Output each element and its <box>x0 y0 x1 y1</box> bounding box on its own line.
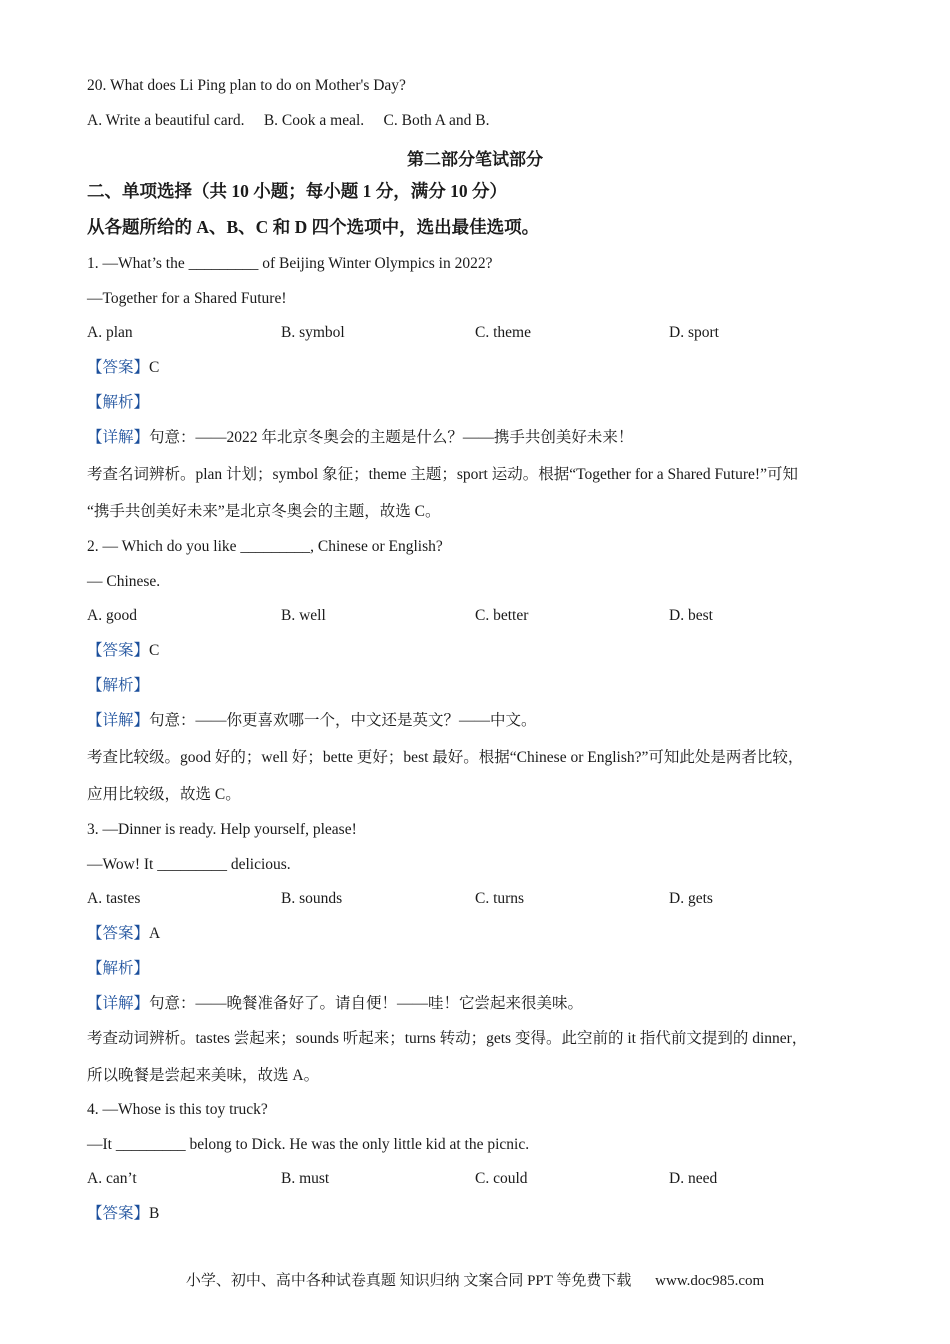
option-b: B. must <box>281 1170 330 1187</box>
instruction: 从各题所给的 A、B、C 和 D 四个选项中，选出最佳选项。 <box>87 217 540 237</box>
option-d: D. need <box>669 1170 718 1187</box>
answer-value: C <box>149 642 160 659</box>
option-b: B. symbol <box>281 324 345 341</box>
detail-line <box>87 994 583 1014</box>
analysis-line <box>87 959 149 979</box>
explanation-text: 应用比较级，故选 C。 <box>87 786 241 803</box>
detail-line <box>87 711 537 731</box>
question-reply: —Together for a Shared Future! <box>87 290 287 307</box>
footer-site-link[interactable]: www.doc985.com <box>655 1273 765 1289</box>
option-c: C. could <box>475 1170 528 1187</box>
answer-value: C <box>149 359 160 376</box>
option-d: D. gets <box>669 890 713 907</box>
page-footer <box>0 1269 950 1290</box>
option-b: B. sounds <box>281 890 343 907</box>
option-a: A. tastes <box>87 890 141 907</box>
question-stem: 3. —Dinner is ready. Help yourself, please! <box>87 821 357 838</box>
answer-line <box>87 641 159 661</box>
answer-label: 【答案】 <box>87 642 150 659</box>
question-20-stem: 20. What does Li Ping plan to do on Mother's Day? <box>87 77 406 94</box>
footer-slogan: 小学、初中、高中各种试卷真题 知识归纳 文案合同 PPT 等免费下载 <box>185 1273 632 1289</box>
question-20-options: A. Write a beautiful card. B. Cook a meal. C. Both A and B. <box>87 112 490 129</box>
question-stem: 1. —What’s the _________ of Beijing Winter Olympics in 2022? <box>87 255 493 272</box>
detail-text: 句意：——2022 年北京冬奥会的主题是什么？——携手共创美好未来！ <box>149 429 634 446</box>
question-stem: 4. —Whose is this toy truck? <box>87 1101 268 1118</box>
analysis-label: 【解析】 <box>87 394 150 411</box>
explanation-text: 所以晚餐是尝起来美味，故选 A。 <box>87 1067 320 1084</box>
question-stem: 2. — Which do you like _________, Chinese or English? <box>87 538 443 555</box>
option-a: A. plan <box>87 324 133 341</box>
option-c: C. turns <box>475 890 525 907</box>
option-c: C. theme <box>475 324 531 341</box>
option-d: D. best <box>669 607 713 624</box>
detail-line <box>87 428 633 448</box>
answer-label: 【答案】 <box>87 1205 150 1222</box>
answer-value: A <box>149 925 161 942</box>
explanation-text: “携手共创美好未来”是北京冬奥会的主题，故选 C。 <box>87 503 441 520</box>
option-c: C. better <box>475 607 529 624</box>
section-title: 二、单项选择（共 10 小题；每小题 1 分，满分 10 分） <box>87 181 507 201</box>
option-a: A. can’t <box>87 1170 137 1187</box>
answer-value: B <box>149 1205 160 1222</box>
question-reply: — Chinese. <box>87 573 161 590</box>
answer-label: 【答案】 <box>87 359 150 376</box>
analysis-line <box>87 393 149 413</box>
analysis-label: 【解析】 <box>87 960 150 977</box>
analysis-label: 【解析】 <box>87 677 150 694</box>
detail-label: 【详解】 <box>87 429 150 446</box>
detail-text: 句意：——晚餐准备好了。请自便！——哇！它尝起来很美味。 <box>149 995 584 1012</box>
option-a: A. good <box>87 607 137 624</box>
option-d: D. sport <box>669 324 719 341</box>
detail-label: 【详解】 <box>87 995 150 1012</box>
analysis-line <box>87 676 149 696</box>
explanation-text: 考查名词辨析。plan 计划；symbol 象征；theme 主题；sport 运动。根据“Together for a Shared Future!”可知 <box>87 466 798 483</box>
answer-line <box>87 924 160 944</box>
detail-label: 【详解】 <box>87 712 150 729</box>
answer-label: 【答案】 <box>87 925 150 942</box>
question-reply: —It _________ belong to Dick. He was the only little kid at the picnic. <box>87 1136 530 1153</box>
explanation-text: 考查动词辨析。tastes 尝起来；sounds 听起来；turns 转动；gets 变得。此空前的 it 指代前文提到的 dinner， <box>87 1030 808 1047</box>
answer-line <box>87 1204 159 1224</box>
question-reply: —Wow! It _________ delicious. <box>87 856 291 873</box>
explanation-text: 考查比较级。good 好的；well 好；bette 更好；best 最好。根据“Chinese or English?”可知此处是两者比较， <box>87 749 804 766</box>
detail-text: 句意：——你更喜欢哪一个，中文还是英文？——中文。 <box>149 712 537 729</box>
answer-line <box>87 358 159 378</box>
option-b: B. well <box>281 607 326 624</box>
part-title: 第二部分笔试部分 <box>407 150 543 169</box>
